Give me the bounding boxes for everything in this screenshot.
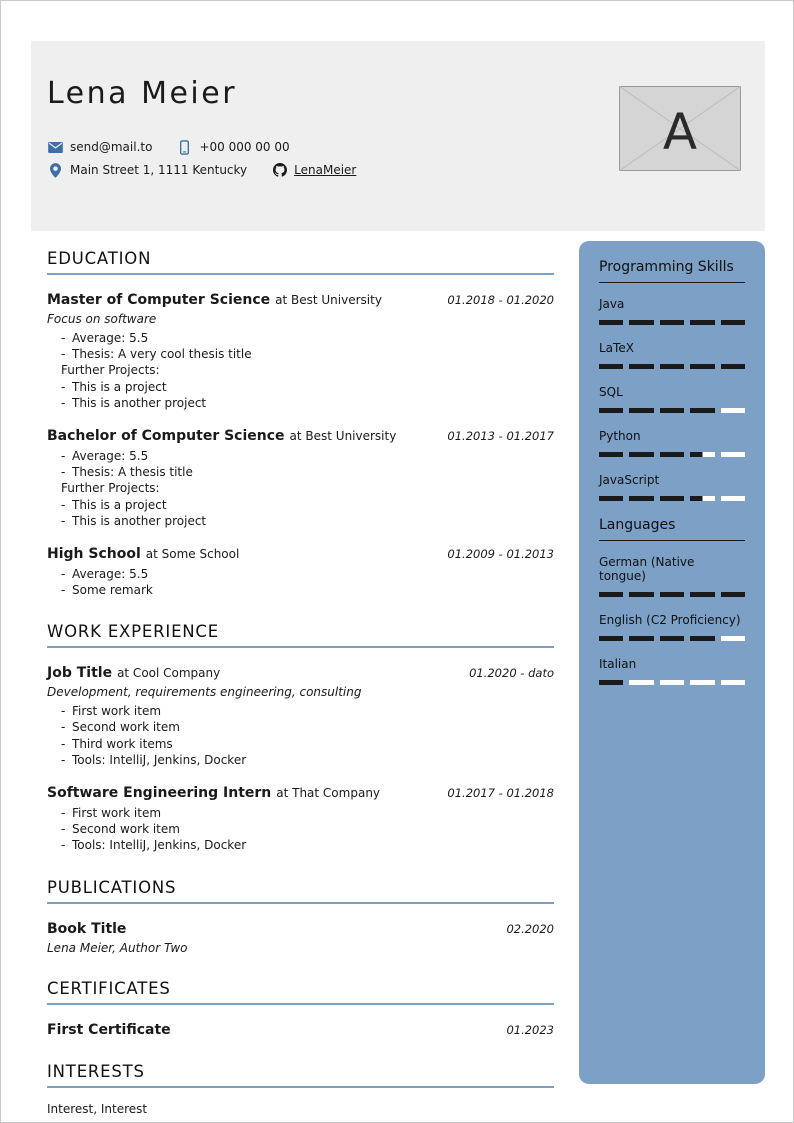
skill-bar-segment: [721, 320, 745, 325]
skill-bar-segment: [660, 408, 684, 413]
entry-item-text: Average: 5.5: [72, 331, 149, 345]
skill-bar-segment: [599, 636, 623, 641]
skill-bar-segment: [690, 320, 714, 325]
entry: [47, 289, 554, 411]
phone-icon: [176, 140, 193, 155]
entry: [47, 543, 554, 598]
skill-bar-segment: [599, 496, 623, 501]
photo-letter: A: [662, 103, 698, 161]
skill-bar-segment: [721, 680, 745, 685]
section-work-experience: [47, 622, 554, 853]
bullet-dash: -: [61, 736, 66, 751]
skill-bar-segment: [721, 452, 745, 457]
section-education: [47, 249, 554, 598]
entry-item-text: First work item: [72, 704, 162, 719]
bullet-dash: -: [61, 566, 66, 581]
bullet-dash: -: [61, 379, 66, 394]
skill-level-bar: [599, 364, 745, 369]
skill: [599, 341, 745, 369]
skill-bar-segment: [629, 452, 653, 457]
entry-item: [61, 379, 554, 395]
entry-item: [61, 752, 554, 768]
skill-label: Italian: [599, 657, 637, 671]
skill-label: Java: [599, 297, 625, 311]
skill-bar-segment: [660, 680, 684, 685]
entry-head: [47, 918, 554, 937]
entry-item-text: Some remark: [72, 583, 153, 598]
skill-bar-segment: [599, 592, 623, 597]
bullet-dash: -: [61, 465, 66, 480]
entry-items: [47, 566, 554, 598]
entry: [47, 1019, 554, 1038]
entry-item: [61, 736, 554, 752]
entry-item: [61, 719, 554, 735]
skill-bar-segment: [629, 364, 653, 369]
skill-bar-segment: [629, 636, 653, 641]
entry-head: [47, 289, 554, 308]
skill-bar-segment: [721, 364, 745, 369]
section-title-education: EDUCATION: [47, 249, 554, 275]
entry-item: [61, 821, 554, 837]
skill-label: LaTeX: [599, 341, 634, 355]
skill: [599, 429, 745, 457]
name: Lena Meier: [47, 76, 238, 111]
entry-item: [61, 703, 554, 719]
entry-items: [47, 330, 554, 411]
section-title-work-experience: WORK EXPERIENCE: [47, 622, 554, 648]
entry-company: at That Company: [276, 786, 381, 800]
skill-bar-segment: [660, 592, 684, 597]
entry-item: [61, 805, 554, 821]
entry-title-text: Job Title: [47, 665, 113, 682]
entry-subtitle: Focus on software: [47, 312, 157, 326]
entry-title: [47, 1019, 171, 1038]
entry: [47, 918, 554, 955]
section-title-publications: PUBLICATIONS: [47, 878, 554, 904]
skill-level-bar: [599, 592, 745, 597]
skill-level-bar: [599, 452, 745, 457]
entry-item-text: This is another project: [72, 513, 207, 528]
entry-item-text: Average: 5.5: [72, 566, 149, 581]
skill-bar-segment: [690, 452, 714, 457]
bullet-dash: -: [61, 720, 66, 735]
bullet-dash: -: [61, 752, 66, 767]
entry-item: [61, 448, 554, 464]
entry-title-text: High School: [47, 545, 141, 562]
skill-level-bar: [599, 320, 745, 325]
entry: [47, 782, 554, 854]
github-link[interactable]: LenaMeier: [294, 163, 357, 177]
entry-item: [61, 330, 554, 346]
entry-title: [47, 289, 382, 308]
entry-title-text: First Certificate: [47, 1021, 171, 1038]
section-title-interests: INTERESTS: [47, 1062, 554, 1088]
skill-bar-segment: [690, 592, 714, 597]
skill-level-bar: [599, 680, 745, 685]
entry-head: [47, 662, 554, 681]
skill-level-bar: [599, 496, 745, 501]
sidebar-group: [599, 259, 745, 501]
skill-bar-segment: [721, 408, 745, 413]
skill: [599, 297, 745, 325]
entry-title: [47, 782, 380, 801]
content: [47, 241, 765, 1116]
entry-title-text: Bachelor of Computer Science: [47, 427, 285, 444]
entry-item-text: Further Projects:: [61, 363, 160, 378]
entry-item: [61, 346, 554, 362]
bullet-dash: -: [61, 395, 66, 410]
entry-title-text: Book Title: [47, 920, 127, 937]
skill-bar-segment: [690, 680, 714, 685]
entry: [47, 425, 554, 529]
entry-item: [61, 837, 554, 853]
bullet-dash: -: [61, 331, 66, 345]
entry-item: [61, 566, 554, 582]
entry-item-text: Tools: IntelliJ, Jenkins, Docker: [72, 838, 247, 853]
entry-item: [61, 480, 554, 496]
entry-items: [47, 805, 554, 854]
address-text: Main Street 1, 1111 Kentucky: [70, 163, 248, 177]
sidebar-group-title: Languages: [599, 517, 745, 541]
entry-item-text: Third work items: [72, 736, 173, 751]
entry-item: [61, 395, 554, 411]
skill-bar-segment: [690, 636, 714, 641]
section-interests: [47, 1062, 554, 1116]
entry-date: 01.2023: [506, 1022, 554, 1037]
bullet-dash: -: [61, 838, 66, 853]
skill: [599, 385, 745, 413]
entry-item-text: Tools: IntelliJ, Jenkins, Docker: [72, 752, 247, 767]
entry-item-text: First work item: [72, 806, 162, 820]
sidebar-group-title: Programming Skills: [599, 259, 745, 283]
sidebar-group: [599, 517, 745, 685]
entry-item-text: Further Projects:: [61, 481, 160, 496]
entry-item: [61, 362, 554, 378]
entry-date: 01.2009 - 01.2013: [447, 546, 554, 561]
entry-company: at Best University: [289, 428, 397, 443]
skill: [599, 613, 745, 641]
skill-label: SQL: [599, 385, 623, 399]
entry-item-text: This is a project: [72, 497, 167, 512]
skill-bar-segment: [660, 496, 684, 501]
skill-bar-segment: [629, 408, 653, 413]
bullet-dash: -: [61, 583, 66, 598]
entry-date: 01.2020 - dato: [469, 666, 554, 681]
entry-item: [61, 464, 554, 480]
entry-title-text: Master of Computer Science: [47, 292, 271, 308]
entry-title: [47, 425, 396, 444]
entry-item: [61, 497, 554, 513]
entry-title-text: Software Engineering Intern: [47, 785, 272, 801]
skill-level-bar: [599, 636, 745, 641]
bullet-dash: -: [61, 497, 66, 512]
skill-label: German (Native tongue): [599, 555, 695, 583]
skill-bar-segment: [599, 408, 623, 413]
skill-bar-segment: [660, 320, 684, 325]
entry-item-text: Thesis: A very cool thesis title: [72, 347, 252, 362]
entry-item-text: This is a project: [72, 379, 167, 394]
skill: [599, 555, 745, 597]
bullet-dash: -: [61, 822, 66, 837]
entry-date: 01.2018 - 01.2020: [447, 293, 554, 307]
bullet-dash: -: [61, 448, 66, 463]
skill-bar-segment: [690, 364, 714, 369]
phone-text: +00 000 00 00: [199, 140, 290, 154]
entry-date: 01.2017 - 01.2018: [447, 786, 554, 800]
section-certificates: [47, 979, 554, 1038]
skill-bar-segment: [599, 680, 623, 685]
entry-title: [47, 662, 220, 681]
skill-bar-segment: [660, 452, 684, 457]
skill-label: Python: [599, 429, 641, 443]
skill-bar-segment: [721, 592, 745, 597]
entry-item-text: Thesis: A thesis title: [72, 465, 193, 480]
entry-item: [61, 582, 554, 598]
entry-title: [47, 543, 239, 562]
location-pin-icon: [47, 163, 64, 178]
section-publications: [47, 878, 554, 955]
entry-item-text: Second work item: [72, 720, 180, 735]
github-icon: [271, 163, 288, 177]
email-text: send@mail.to: [70, 140, 153, 154]
skill-bar-segment: [690, 496, 714, 501]
skill-bar-segment: [629, 320, 653, 325]
skill-bar-segment: [721, 636, 745, 641]
entry-subtitle: Lena Meier, Author Two: [47, 940, 188, 955]
header: [31, 41, 765, 231]
entry-company: at Cool Company: [117, 666, 221, 681]
bullet-dash: -: [61, 513, 66, 528]
skill-bar-segment: [629, 680, 653, 685]
bullet-dash: -: [61, 347, 66, 362]
bullet-dash: -: [61, 704, 66, 719]
entry-items: [47, 448, 554, 529]
sidebar: [579, 241, 765, 1084]
entry: [47, 662, 554, 768]
entry-item-text: Average: 5.5: [72, 448, 149, 463]
section-title-certificates: CERTIFICATES: [47, 979, 554, 1005]
entry-company: at Some School: [145, 546, 240, 561]
skill-bar-segment: [599, 364, 623, 369]
skill-label: JavaScript: [599, 473, 660, 487]
skill-bar-segment: [690, 408, 714, 413]
profile-photo-placeholder: [619, 86, 741, 171]
email-icon: [47, 142, 64, 153]
skill-bar-segment: [629, 592, 653, 597]
entry-date: 01.2013 - 01.2017: [447, 428, 554, 443]
skill-level-bar: [599, 408, 745, 413]
skill: [599, 657, 745, 685]
entry-date: 02.2020: [506, 921, 554, 936]
skill-label: English (C2 Proficiency): [599, 613, 741, 627]
entry-head: [47, 425, 554, 444]
entry-item-text: This is another project: [72, 395, 207, 410]
entry-items: [47, 703, 554, 768]
main-column: [47, 241, 554, 1116]
entry-head: [47, 543, 554, 562]
entry-subtitle: Development, requirements engineering, consulting: [47, 685, 362, 700]
entry-head: [47, 1019, 554, 1038]
skill-bar-segment: [629, 496, 653, 501]
skill-bar-segment: [721, 496, 745, 501]
section-text-interests: Interest, Interest: [47, 1101, 148, 1116]
skill-bar-segment: [599, 452, 623, 457]
entry-company: at Best University: [275, 293, 382, 307]
skill-bar-segment: [660, 636, 684, 641]
skill-bar-segment: [660, 364, 684, 369]
skill: [599, 473, 745, 501]
entry-item: [61, 513, 554, 529]
bullet-dash: -: [61, 806, 66, 820]
skill-bar-segment: [599, 320, 623, 325]
entry-title: [47, 918, 126, 937]
entry-item-text: Second work item: [72, 822, 180, 837]
entry-head: [47, 782, 554, 801]
